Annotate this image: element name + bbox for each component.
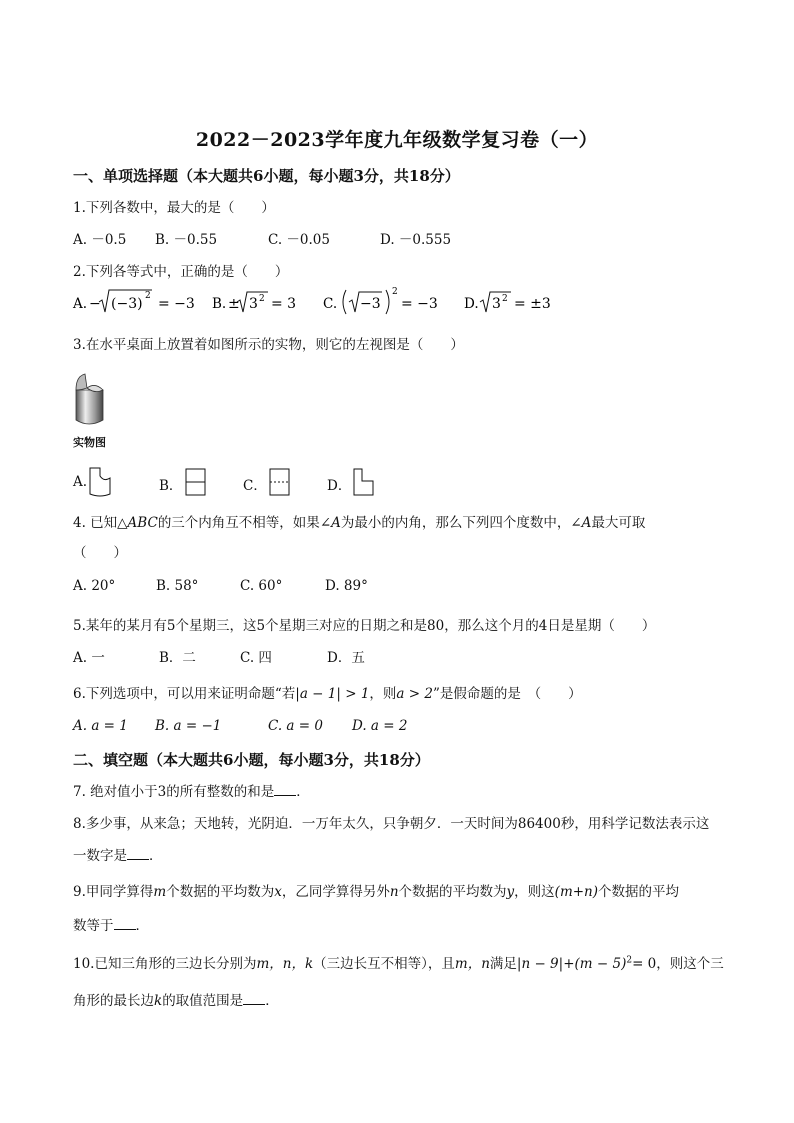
q9-var-n: n (389, 884, 399, 900)
q4-option-d: D. 89° (325, 578, 368, 594)
question-10-line-1 (73, 952, 724, 972)
q9-part-f: 个数据的平均 (598, 884, 680, 900)
q3-option-d-label: D． (327, 478, 352, 494)
q4-angle-1: ∠A (319, 515, 341, 531)
question-2-stem: 2.下列各等式中，正确的是（ ） (73, 264, 289, 280)
q2-option-c-label: C. (323, 296, 338, 312)
q9-var-mn: (m+n) (554, 884, 599, 900)
q10-answer-blank[interactable] (243, 992, 265, 1005)
q10-end: ． (265, 993, 279, 1009)
q2-c-rhs: = −3 (401, 296, 438, 312)
q10-part-a: 10.已知三角形的三边长分别为 (73, 956, 257, 972)
section-heading-choice: 一、单项选择题（本大题共6小题，每小题3分，共18分） (73, 167, 460, 185)
q3-figure-caption: 实物图 (73, 436, 106, 449)
question-9-line-1 (73, 880, 679, 900)
q2-d-rhs: = ±3 (514, 296, 551, 312)
question-3-stem: 3.在水平桌面上放置着如图所示的实物，则它的左视图是（ ） (73, 337, 464, 353)
q2-d-exp: 2 (502, 294, 508, 304)
q5-option-a: A. 一 (73, 650, 105, 666)
q4-stem-part-a: 4. 已知 (73, 515, 118, 531)
q4-angle-2: ∠A (570, 515, 592, 531)
q9-end: ． (135, 918, 149, 934)
q6-option-c: C. a = 0 (268, 718, 323, 734)
question-5-stem: 5.某年的某月有5个星期三，这5个星期三对应的日期之和是80，那么这个月的4日是星期（ ） (73, 618, 656, 634)
q3-view-d-icon (352, 467, 376, 497)
q4-stem-part-b: 的三个内角互不相等，如果 (157, 515, 320, 531)
q7-stem: 7. 绝对值小于3的所有整数的和是 (73, 784, 275, 800)
q4-stem-line-2: （ ） (73, 545, 127, 561)
question-10-line-2 (73, 989, 279, 1009)
q9-var-x: x (274, 884, 282, 900)
q10-eq-plus: + (563, 956, 575, 972)
q10-line-2-a: 角形的最长边 (73, 993, 154, 1009)
q6-option-b: B. a = −1 (155, 718, 222, 734)
page-title: 2022－2023学年度九年级数学复习卷（一） (195, 129, 599, 151)
q9-part-c: ，乙同学算得另外 (281, 884, 390, 900)
q2-c-left-paren-icon (343, 290, 346, 314)
q2-a-exp: 2 (145, 291, 151, 301)
q2-a-minus: − (89, 296, 101, 312)
q3-option-c-label: C． (243, 478, 267, 494)
q2-option-a-label: A. (73, 296, 88, 312)
q4-option-c: C. 60° (240, 578, 283, 594)
q3-view-b-icon (184, 467, 208, 497)
q6-stem-part-c: ”是假命题的是 （ ） (432, 686, 582, 702)
q10-line-2-b: 的取值范围是 (162, 993, 244, 1009)
question-1-stem: 1.下列各数中，最大的是（ ） (73, 200, 275, 216)
q3-object-figure (73, 368, 113, 430)
q2-c-exp: 2 (392, 287, 398, 297)
q2-c-inner: −3 (360, 296, 381, 312)
q6-condition: |a − 1| > 1 (295, 686, 370, 702)
q9-part-b: 个数据的平均数为 (166, 884, 275, 900)
q6-option-d: D. a = 2 (352, 718, 408, 734)
q10-eq-abs: |n − 9| (516, 956, 564, 972)
q6-stem-part-a: 6.下列选项中，可以用来证明命题“若 (73, 686, 296, 702)
q2-options-math (70, 284, 570, 320)
q3-option-b-label: B． (159, 478, 183, 494)
q5-option-d: D．五 (327, 650, 365, 666)
q5-option-c: C. 四 (240, 650, 272, 666)
q5-option-b: B．二 (159, 650, 196, 666)
q3-option-a-label: A. (73, 474, 88, 490)
q10-part-b: （三边长互不相等），且 (313, 956, 455, 972)
q6-option-a: A. a = 1 (73, 718, 128, 734)
q10-eq-square: (m − 5) (574, 956, 627, 972)
q8-answer-blank[interactable] (127, 847, 149, 860)
section-heading-fill: 二、填空题（本大题共6小题，每小题3分，共18分） (73, 751, 430, 769)
q8-end: ． (149, 848, 163, 864)
q2-b-exp: 2 (259, 294, 265, 304)
q9-var-m: m (153, 884, 167, 900)
question-6-stem (73, 682, 582, 702)
q9-part-e: ，则这 (514, 884, 555, 900)
question-4-stem (73, 511, 645, 531)
q4-stem-part-c: 为最小的内角，那么下列四个度数中， (340, 515, 571, 531)
q2-b-pm: ± (228, 296, 240, 312)
q2-b-inner: 3 (249, 296, 258, 312)
q3-view-a-icon (86, 466, 114, 498)
q3-view-c-icon (268, 467, 292, 497)
q1-option-b: B. －0.55 (155, 232, 218, 248)
q9-part-a: 9.甲同学算得 (73, 884, 154, 900)
q10-vars-2: m，n (454, 956, 490, 972)
q2-option-d-label: D. (464, 296, 479, 312)
question-7 (73, 780, 310, 800)
cylinder-top-icon (76, 374, 87, 390)
q7-answer-blank[interactable] (274, 783, 296, 796)
q6-conclusion: a > 2 (396, 686, 433, 702)
question-8-line-2 (73, 844, 163, 864)
q10-vars: m，n，k (256, 956, 314, 972)
q4-triangle: △ABC (117, 515, 158, 531)
q6-stem-part-b: ，则 (369, 686, 397, 702)
q2-d-inner: 3 (492, 296, 501, 312)
q9-line-2-text: 数等于 (73, 918, 114, 934)
q2-a-inner: (−3) (111, 296, 143, 312)
q1-option-a: A. －0.5 (73, 232, 127, 248)
question-9-line-2 (73, 914, 149, 934)
q9-var-y: y (506, 884, 515, 900)
q2-option-b-label: B. (212, 296, 227, 312)
q10-part-d: ，则这个三 (656, 956, 724, 972)
q4-stem-part-d: 最大可取 (591, 515, 646, 531)
question-8-line-1: 8.多少事，从来急；天地转，光阴迫．一万年太久，只争朝夕．一天时间为86400秒，用科学记数法表示这 (73, 816, 710, 832)
q9-answer-blank[interactable] (114, 917, 136, 930)
q10-var-k: k (154, 993, 163, 1009)
cylinder-body-icon (76, 390, 103, 424)
q2-b-rhs: = 3 (271, 296, 297, 312)
q1-option-c: C. －0.05 (268, 232, 330, 248)
q4-option-b: B. 58° (156, 578, 199, 594)
q4-option-a: A. 20° (73, 578, 116, 594)
q8-line-2-text: 一数字是 (73, 848, 127, 864)
q9-part-d: 个数据的平均数为 (398, 884, 507, 900)
q10-eq-exp: 2 (626, 955, 633, 966)
q1-option-d: D. －0.555 (380, 232, 452, 248)
q2-c-right-paren-icon (386, 290, 389, 314)
q7-end: ． (296, 784, 310, 800)
q10-eq-rhs: = 0 (632, 956, 657, 972)
q10-part-c: 满足 (489, 956, 517, 972)
q2-a-rhs: = −3 (158, 296, 195, 312)
